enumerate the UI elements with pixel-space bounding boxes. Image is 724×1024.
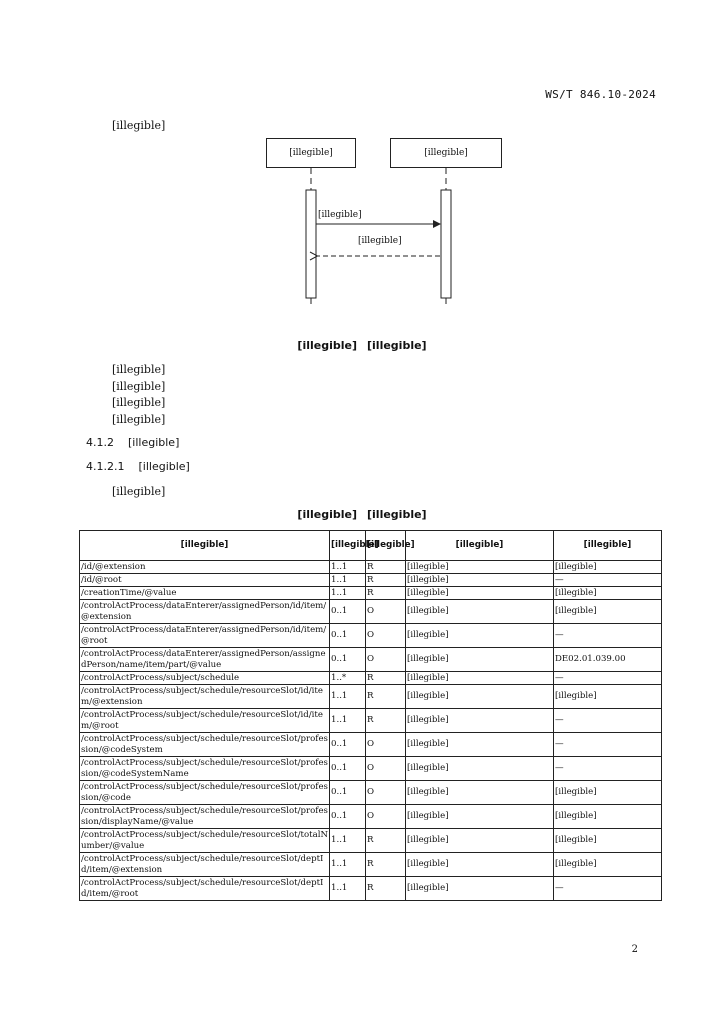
cardinality-cell: 1..1 [330, 853, 366, 877]
description-cell: [illegible] [406, 757, 554, 781]
node-cell: /controlActProcess/subject/schedule [80, 672, 330, 685]
cardinality-cell: 1..1 [330, 561, 366, 574]
column-header-node: [illegible] [80, 531, 330, 561]
node-cell: /controlActProcess/dataEnterer/assignedPerson/id/item/@extension [80, 600, 330, 624]
description-cell: [illegible] [406, 853, 554, 877]
column-header-data-element-format: [illegible] [554, 531, 662, 561]
section-number: 4.1.2 [86, 436, 114, 449]
format-cell: [illegible] [554, 829, 662, 853]
table-row [80, 757, 662, 781]
flow-description-item: [illegible] [112, 379, 166, 393]
table-row [80, 709, 662, 733]
cardinality-cell: 1..1 [330, 587, 366, 600]
optionality-cell: R [366, 853, 406, 877]
table-row [80, 624, 662, 648]
cardinality-cell: 1..1 [330, 709, 366, 733]
cardinality-cell: 0..1 [330, 648, 366, 672]
node-cell: /controlActProcess/dataEnterer/assignedPerson/id/item/@root [80, 624, 330, 648]
description-cell: [illegible] [406, 587, 554, 600]
node-cell: /controlActProcess/dataEnterer/assignedPerson/assignedPerson/name/item/part/@value [80, 648, 330, 672]
description-cell: [illegible] [406, 733, 554, 757]
section-title: [illegible] [138, 460, 190, 473]
table-body [80, 561, 662, 901]
optionality-cell: R [366, 574, 406, 587]
format-cell: — [554, 709, 662, 733]
cardinality-cell: 1..1 [330, 685, 366, 709]
description-cell: [illegible] [406, 781, 554, 805]
optionality-cell: O [366, 733, 406, 757]
response-message-label: [illegible] [358, 236, 402, 246]
cardinality-cell: 0..1 [330, 781, 366, 805]
optionality-cell: O [366, 624, 406, 648]
activation-source [306, 190, 316, 298]
description-cell: [illegible] [406, 685, 554, 709]
figure-title: [illegible] [367, 339, 427, 352]
cardinality-cell: 1..1 [330, 877, 366, 901]
format-cell: — [554, 877, 662, 901]
cardinality-cell: 0..1 [330, 805, 366, 829]
figure-number: [illegible] [297, 339, 357, 352]
format-cell: [illegible] [554, 805, 662, 829]
node-cell: /id/@root [80, 574, 330, 587]
format-cell: — [554, 733, 662, 757]
description-cell: [illegible] [406, 709, 554, 733]
node-cell: /controlActProcess/subject/schedule/resourceSlot/profession/displayName/@value [81, 805, 328, 827]
optionality-cell: R [366, 877, 406, 901]
column-header-optionality: [illegible] [366, 531, 406, 561]
format-cell: — [554, 624, 662, 648]
intro-paragraph: [illegible] [112, 119, 166, 132]
optionality-cell: O [366, 600, 406, 624]
table-row [80, 574, 662, 587]
section-heading-4-1-2 [86, 436, 179, 449]
description-cell: [illegible] [406, 877, 554, 901]
section-title: [illegible] [128, 436, 180, 449]
node-cell: /controlActProcess/subject/schedule/resourceSlot/profession/@code [81, 781, 328, 803]
description-cell: [illegible] [406, 574, 554, 587]
activation-service [441, 190, 451, 298]
format-cell: [illegible] [554, 853, 662, 877]
table-row [80, 733, 662, 757]
optionality-cell: R [366, 587, 406, 600]
request-message-label: [illegible] [318, 210, 362, 220]
table-row [80, 600, 662, 624]
format-cell: [illegible] [554, 600, 662, 624]
description-cell: [illegible] [406, 561, 554, 574]
table-header-row [80, 531, 662, 561]
node-cell: /creationTime/@value [80, 587, 330, 600]
node-cell: /controlActProcess/subject/schedule/resourceSlot/profession/@codeSystemName [81, 757, 328, 779]
format-cell: — [554, 757, 662, 781]
column-header-cardinality: [illegible] [330, 531, 366, 561]
format-cell: [illegible] [554, 561, 662, 574]
node-cell: /controlActProcess/subject/schedule/resourceSlot/profession/@codeSystem [81, 733, 328, 755]
flow-description-item: [illegible] [112, 412, 166, 426]
format-cell: [illegible] [554, 781, 662, 805]
table-row [80, 648, 662, 672]
table-row [80, 685, 662, 709]
table-row [80, 853, 662, 877]
node-cell: /controlActProcess/subject/schedule/resourceSlot/id/item/@root [80, 709, 330, 733]
page-number: 2 [631, 944, 638, 955]
section-number: 4.1.2.1 [86, 460, 125, 473]
flow-description-lead: [illegible] [112, 363, 166, 376]
table-number: [illegible] [297, 508, 357, 521]
optionality-cell: R [366, 685, 406, 709]
description-cell: [illegible] [406, 672, 554, 685]
table-row [80, 781, 662, 805]
actor-source-box: [illegible] [266, 138, 356, 168]
format-cell: — [554, 672, 662, 685]
format-cell: [illegible] [554, 587, 662, 600]
optionality-cell: O [366, 805, 406, 829]
cardinality-cell: 1..1 [330, 829, 366, 853]
table-caption [0, 508, 724, 521]
optionality-cell: R [366, 672, 406, 685]
table-row [80, 587, 662, 600]
flow-description-item: [illegible] [112, 396, 166, 409]
table-row [80, 805, 662, 829]
table-row [80, 672, 662, 685]
description-cell: [illegible] [406, 805, 554, 829]
cardinality-cell: 1..* [330, 672, 366, 685]
standard-code: WS/T 846.10-2024 [545, 88, 656, 101]
column-header-node-description: [illegible] [406, 531, 554, 561]
flow-description [112, 362, 165, 428]
table-intro-paragraph: [illegible] [112, 485, 166, 498]
actor-service-box: [illegible] [390, 138, 502, 168]
optionality-cell: O [366, 648, 406, 672]
figure-caption [0, 339, 724, 352]
table-row [80, 561, 662, 574]
node-cell: /controlActProcess/subject/schedule/resourceSlot/deptId/item/@extension [80, 853, 330, 877]
description-cell: [illegible] [406, 648, 554, 672]
optionality-cell: R [366, 829, 406, 853]
node-cell: /controlActProcess/subject/schedule/resourceSlot/deptId/item/@root [80, 877, 330, 901]
cardinality-cell: 0..1 [330, 624, 366, 648]
node-cell: /controlActProcess/subject/schedule/resourceSlot/totalNumber/@value [81, 829, 328, 851]
cardinality-cell: 0..1 [330, 733, 366, 757]
section-heading-4-1-2-1 [86, 460, 190, 473]
cardinality-cell: 0..1 [330, 757, 366, 781]
node-cell: /controlActProcess/subject/schedule/resourceSlot/id/item/@extension [80, 685, 330, 709]
description-cell: [illegible] [406, 600, 554, 624]
cardinality-cell: 1..1 [330, 574, 366, 587]
node-cell: /id/@extension [80, 561, 330, 574]
format-cell: [illegible] [554, 685, 662, 709]
sequence-diagram [266, 138, 506, 318]
description-cell: [illegible] [406, 624, 554, 648]
table-row [80, 829, 662, 853]
request-message-model-table [79, 530, 662, 901]
optionality-cell: O [366, 757, 406, 781]
optionality-cell: R [366, 561, 406, 574]
description-cell: [illegible] [406, 829, 554, 853]
optionality-cell: O [366, 781, 406, 805]
cardinality-cell: 0..1 [330, 600, 366, 624]
format-cell: — [554, 574, 662, 587]
table-title: [illegible] [367, 508, 427, 521]
table-row [80, 877, 662, 901]
optionality-cell: R [366, 709, 406, 733]
format-cell: DE02.01.039.00 [554, 648, 662, 672]
